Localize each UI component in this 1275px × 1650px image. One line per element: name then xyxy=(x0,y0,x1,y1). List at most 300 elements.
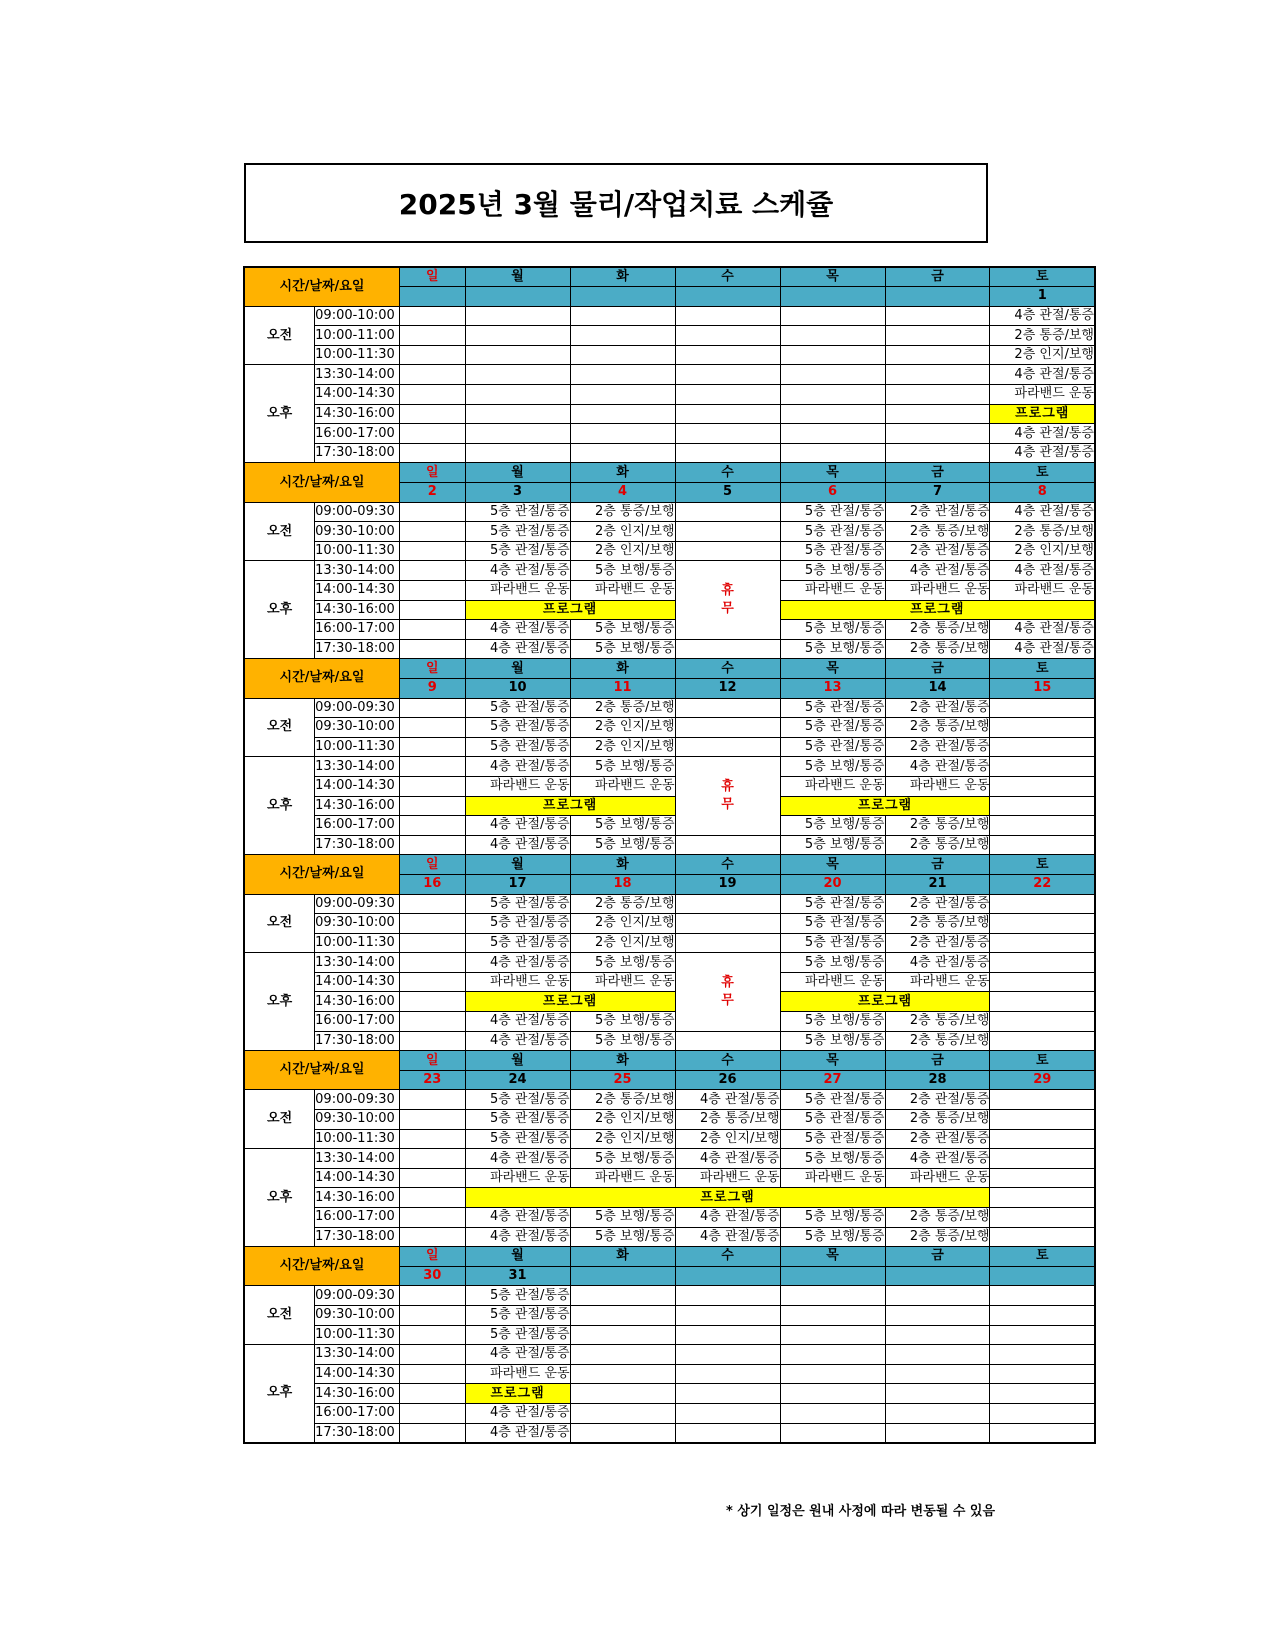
schedule-cell xyxy=(885,306,990,326)
time-slot: 16:00-17:00 xyxy=(315,1403,400,1423)
schedule-cell xyxy=(990,1325,1095,1345)
header-label: 시간/날짜/요일 xyxy=(244,855,399,894)
time-slot: 16:00-17:00 xyxy=(315,620,400,640)
weekday-cell: 토 xyxy=(990,463,1095,483)
schedule-row xyxy=(244,1364,1095,1384)
schedule-cell xyxy=(675,443,780,463)
schedule-cell xyxy=(399,1012,465,1032)
schedule-cell xyxy=(990,1423,1095,1443)
schedule-cell xyxy=(990,1227,1095,1247)
schedule-cell: 4층 관절/통증 xyxy=(990,639,1095,659)
header-label: 시간/날짜/요일 xyxy=(244,659,399,698)
schedule-cell: 4층 관절/통증 xyxy=(465,639,570,659)
schedule-cell: 5층 관절/통증 xyxy=(780,541,885,561)
time-slot: 10:00-11:30 xyxy=(315,1325,400,1345)
schedule-cell: 2층 인지/보행 xyxy=(570,737,675,757)
schedule-cell: 2층 관절/통증 xyxy=(885,1090,990,1110)
schedule-cell xyxy=(780,424,885,444)
time-slot: 14:30-16:00 xyxy=(315,404,400,424)
date-cell: 7 xyxy=(885,483,990,503)
schedule-cell xyxy=(399,776,465,796)
time-slot: 14:00-14:30 xyxy=(315,1364,400,1384)
schedule-cell: 2층 통증/보행 xyxy=(885,1031,990,1051)
schedule-cell xyxy=(465,326,570,346)
schedule-cell: 5층 보행/통증 xyxy=(570,1012,675,1032)
schedule-row xyxy=(244,1227,1095,1247)
weekday-cell: 목 xyxy=(780,855,885,875)
program-cell: 프로그램 xyxy=(780,600,1095,620)
weekday-cell: 목 xyxy=(780,267,885,287)
date-cell: 10 xyxy=(465,678,570,698)
weekday-cell: 목 xyxy=(780,463,885,483)
schedule-cell: 4층 관절/통증 xyxy=(465,561,570,581)
time-slot: 09:00-09:30 xyxy=(315,698,400,718)
schedule-cell: 2층 관절/통증 xyxy=(885,1129,990,1149)
time-slot: 17:30-18:00 xyxy=(315,1031,400,1051)
schedule-row xyxy=(244,1305,1095,1325)
time-slot: 09:00-09:30 xyxy=(315,1286,400,1306)
schedule-cell: 5층 보행/통증 xyxy=(570,639,675,659)
schedule-cell xyxy=(675,345,780,365)
schedule-cell: 5층 관절/통증 xyxy=(780,1129,885,1149)
time-slot: 09:30-10:00 xyxy=(315,1110,400,1130)
schedule-cell: 2층 통증/보행 xyxy=(570,894,675,914)
schedule-cell xyxy=(399,1188,465,1208)
schedule-cell xyxy=(885,365,990,385)
schedule-cell xyxy=(990,757,1095,777)
schedule-cell: 2층 관절/통증 xyxy=(885,737,990,757)
weekday-cell: 수 xyxy=(675,267,780,287)
weekday-cell: 일 xyxy=(399,1051,465,1071)
schedule-cell xyxy=(780,1384,885,1404)
schedule-cell: 2층 인지/보행 xyxy=(570,718,675,738)
schedule-cell xyxy=(990,1384,1095,1404)
date-cell: 28 xyxy=(885,1070,990,1090)
weekday-cell: 화 xyxy=(570,659,675,679)
schedule-cell: 4층 관절/통증 xyxy=(465,1403,570,1423)
schedule-cell: 2층 통증/보행 xyxy=(885,718,990,738)
schedule-cell xyxy=(399,1305,465,1325)
schedule-cell xyxy=(399,933,465,953)
date-cell: 20 xyxy=(780,874,885,894)
schedule-cell: 5층 보행/통증 xyxy=(570,1208,675,1228)
program-cell: 프로그램 xyxy=(465,600,675,620)
schedule-row xyxy=(244,972,1095,992)
schedule-cell: 파라밴드 운동 xyxy=(465,1364,570,1384)
schedule-cell xyxy=(780,443,885,463)
time-slot: 14:00-14:30 xyxy=(315,972,400,992)
program-cell: 프로그램 xyxy=(465,796,675,816)
schedule-cell xyxy=(399,541,465,561)
time-slot: 13:30-14:00 xyxy=(315,365,400,385)
time-slot: 10:00-11:30 xyxy=(315,737,400,757)
schedule-cell xyxy=(399,443,465,463)
schedule-cell xyxy=(399,620,465,640)
schedule-cell: 5층 관절/통증 xyxy=(780,933,885,953)
time-slot: 13:30-14:00 xyxy=(315,953,400,973)
schedule-cell xyxy=(675,1305,780,1325)
weekday-cell: 목 xyxy=(780,659,885,679)
date-cell: 11 xyxy=(570,678,675,698)
schedule-cell: 4층 관절/통증 xyxy=(885,757,990,777)
schedule-row xyxy=(244,1423,1095,1443)
schedule-row xyxy=(244,737,1095,757)
schedule-cell xyxy=(990,972,1095,992)
schedule-cell xyxy=(675,424,780,444)
schedule-cell xyxy=(570,1345,675,1365)
schedule-cell xyxy=(885,1305,990,1325)
schedule-cell xyxy=(780,1345,885,1365)
schedule-row xyxy=(244,796,1095,816)
schedule-cell xyxy=(990,1364,1095,1384)
schedule-cell xyxy=(570,326,675,346)
schedule-cell: 4층 관절/통증 xyxy=(990,443,1095,463)
schedule-cell: 파라밴드 운동 xyxy=(990,385,1095,405)
schedule-cell: 파라밴드 운동 xyxy=(570,1168,675,1188)
time-slot: 09:00-09:30 xyxy=(315,1090,400,1110)
schedule-cell xyxy=(990,718,1095,738)
schedule-row xyxy=(244,835,1095,855)
schedule-cell xyxy=(885,1403,990,1423)
schedule-row xyxy=(244,306,1095,326)
date-cell: 5 xyxy=(675,483,780,503)
weekday-cell: 수 xyxy=(675,659,780,679)
header-label: 시간/날짜/요일 xyxy=(244,1247,399,1286)
schedule-cell xyxy=(675,541,780,561)
schedule-cell xyxy=(675,737,780,757)
schedule-cell xyxy=(990,1188,1095,1208)
schedule-cell xyxy=(399,1286,465,1306)
time-slot: 17:30-18:00 xyxy=(315,1227,400,1247)
schedule-cell: 5층 보행/통증 xyxy=(780,1031,885,1051)
date-cell xyxy=(885,1266,990,1286)
schedule-cell xyxy=(675,326,780,346)
schedule-cell: 2층 관절/통증 xyxy=(885,698,990,718)
weekday-cell: 화 xyxy=(570,1051,675,1071)
schedule-row xyxy=(244,345,1095,365)
schedule-row xyxy=(244,1031,1095,1051)
schedule-cell xyxy=(990,1149,1095,1169)
schedule-cell: 2층 통증/보행 xyxy=(675,1110,780,1130)
schedule-cell: 파라밴드 운동 xyxy=(570,776,675,796)
time-slot: 10:00-11:30 xyxy=(315,345,400,365)
date-cell: 15 xyxy=(990,678,1095,698)
schedule-cell: 2층 관절/통증 xyxy=(885,541,990,561)
schedule-cell: 4층 관절/통증 xyxy=(885,561,990,581)
schedule-cell xyxy=(675,365,780,385)
schedule-cell xyxy=(990,992,1095,1012)
weekday-cell: 금 xyxy=(885,855,990,875)
schedule-cell xyxy=(675,385,780,405)
schedule-cell xyxy=(990,698,1095,718)
weekday-cell: 목 xyxy=(780,1051,885,1071)
schedule-cell xyxy=(990,1129,1095,1149)
schedule-cell xyxy=(399,972,465,992)
weekday-cell: 일 xyxy=(399,1247,465,1267)
schedule-cell: 2층 통증/보행 xyxy=(885,914,990,934)
time-slot: 09:30-10:00 xyxy=(315,718,400,738)
date-cell: 24 xyxy=(465,1070,570,1090)
schedule-cell xyxy=(990,914,1095,934)
schedule-cell: 2층 인지/보행 xyxy=(570,1129,675,1149)
time-slot: 09:00-09:30 xyxy=(315,894,400,914)
holiday-cell xyxy=(675,953,780,1031)
schedule-cell xyxy=(399,835,465,855)
schedule-cell xyxy=(399,1364,465,1384)
time-slot: 14:30-16:00 xyxy=(315,1384,400,1404)
schedule-row xyxy=(244,1345,1095,1365)
schedule-row xyxy=(244,1090,1095,1110)
schedule-cell xyxy=(780,404,885,424)
schedule-cell: 파라밴드 운동 xyxy=(465,1168,570,1188)
date-cell: 3 xyxy=(465,483,570,503)
schedule-cell: 파라밴드 운동 xyxy=(885,776,990,796)
date-cell xyxy=(675,287,780,307)
schedule-row xyxy=(244,1110,1095,1130)
schedule-cell: 5층 보행/통증 xyxy=(780,620,885,640)
date-cell: 21 xyxy=(885,874,990,894)
schedule-cell xyxy=(465,345,570,365)
schedule-table xyxy=(243,266,1096,1444)
schedule-cell xyxy=(399,698,465,718)
holiday-char: 휴 xyxy=(721,974,734,990)
schedule-cell xyxy=(399,1090,465,1110)
schedule-cell: 4층 관절/통증 xyxy=(465,835,570,855)
schedule-cell: 4층 관절/통증 xyxy=(465,1423,570,1443)
schedule-cell: 파라밴드 운동 xyxy=(570,972,675,992)
weekday-header-row xyxy=(244,659,1095,679)
schedule-cell xyxy=(885,385,990,405)
schedule-row xyxy=(244,1129,1095,1149)
schedule-row xyxy=(244,443,1095,463)
schedule-cell xyxy=(675,698,780,718)
schedule-cell xyxy=(675,914,780,934)
schedule-cell: 2층 인지/보행 xyxy=(990,345,1095,365)
schedule-cell xyxy=(570,443,675,463)
schedule-cell xyxy=(780,1286,885,1306)
date-cell xyxy=(570,287,675,307)
date-cell: 19 xyxy=(675,874,780,894)
time-slot: 14:00-14:30 xyxy=(315,385,400,405)
schedule-cell: 2층 통증/보행 xyxy=(885,1110,990,1130)
date-cell: 12 xyxy=(675,678,780,698)
schedule-row xyxy=(244,1012,1095,1032)
weekday-cell: 토 xyxy=(990,267,1095,287)
time-slot: 14:30-16:00 xyxy=(315,600,400,620)
schedule-cell xyxy=(990,796,1095,816)
schedule-cell xyxy=(990,1286,1095,1306)
schedule-cell xyxy=(675,1286,780,1306)
holiday-cell xyxy=(675,561,780,639)
schedule-cell: 5층 보행/통증 xyxy=(780,1012,885,1032)
weekday-cell: 금 xyxy=(885,463,990,483)
schedule-cell xyxy=(885,1423,990,1443)
time-slot: 10:00-11:30 xyxy=(315,933,400,953)
schedule-cell: 5층 보행/통증 xyxy=(570,816,675,836)
schedule-cell xyxy=(399,1031,465,1051)
schedule-cell: 4층 관절/통증 xyxy=(885,1149,990,1169)
schedule-cell: 2층 통증/보행 xyxy=(570,698,675,718)
weekday-cell: 일 xyxy=(399,855,465,875)
schedule-cell xyxy=(675,1384,780,1404)
weekday-cell: 화 xyxy=(570,267,675,287)
schedule-cell: 5층 보행/통증 xyxy=(570,1149,675,1169)
schedule-cell xyxy=(399,914,465,934)
date-cell: 9 xyxy=(399,678,465,698)
schedule-cell xyxy=(399,345,465,365)
schedule-cell xyxy=(990,1168,1095,1188)
date-cell: 13 xyxy=(780,678,885,698)
schedule-cell xyxy=(990,1305,1095,1325)
schedule-cell xyxy=(675,1345,780,1365)
schedule-cell xyxy=(675,933,780,953)
time-slot: 09:30-10:00 xyxy=(315,1305,400,1325)
schedule-cell: 4층 관절/통증 xyxy=(465,620,570,640)
schedule-cell: 5층 보행/통증 xyxy=(780,953,885,973)
schedule-cell: 5층 보행/통증 xyxy=(780,1149,885,1169)
schedule-cell: 5층 관절/통증 xyxy=(465,502,570,522)
schedule-cell xyxy=(399,894,465,914)
schedule-cell xyxy=(675,639,780,659)
schedule-cell: 파라밴드 운동 xyxy=(885,972,990,992)
schedule-cell: 2층 통증/보행 xyxy=(990,326,1095,346)
time-slot: 10:00-11:30 xyxy=(315,541,400,561)
date-cell: 27 xyxy=(780,1070,885,1090)
schedule-cell: 5층 보행/통증 xyxy=(570,757,675,777)
date-cell xyxy=(990,1266,1095,1286)
weekday-cell: 화 xyxy=(570,1247,675,1267)
weekday-header-row xyxy=(244,267,1095,287)
schedule-cell: 파라밴드 운동 xyxy=(885,1168,990,1188)
date-cell: 14 xyxy=(885,678,990,698)
date-cell: 18 xyxy=(570,874,675,894)
time-slot: 09:00-09:30 xyxy=(315,502,400,522)
schedule-cell: 5층 관절/통증 xyxy=(780,894,885,914)
schedule-cell xyxy=(780,1325,885,1345)
schedule-cell: 2층 인지/보행 xyxy=(990,541,1095,561)
schedule-cell: 4층 관절/통증 xyxy=(990,424,1095,444)
schedule-row xyxy=(244,1286,1095,1306)
schedule-cell: 2층 관절/통증 xyxy=(885,933,990,953)
schedule-cell: 파라밴드 운동 xyxy=(465,776,570,796)
schedule-cell xyxy=(780,385,885,405)
schedule-row xyxy=(244,502,1095,522)
schedule-cell: 4층 관절/통증 xyxy=(675,1208,780,1228)
schedule-cell xyxy=(465,424,570,444)
schedule-cell xyxy=(885,345,990,365)
time-slot: 16:00-17:00 xyxy=(315,816,400,836)
time-slot: 17:30-18:00 xyxy=(315,1423,400,1443)
schedule-cell: 2층 통증/보행 xyxy=(885,1208,990,1228)
schedule-cell xyxy=(399,1423,465,1443)
schedule-row xyxy=(244,326,1095,346)
schedule-cell: 5층 관절/통증 xyxy=(465,541,570,561)
page-title: 2025년 3월 물리/작업치료 스케쥴 xyxy=(244,163,988,243)
schedule-cell: 5층 보행/통증 xyxy=(780,561,885,581)
schedule-cell xyxy=(990,1012,1095,1032)
date-cell: 17 xyxy=(465,874,570,894)
header-label: 시간/날짜/요일 xyxy=(244,463,399,502)
pm-label: 오후 xyxy=(244,1345,315,1443)
weekday-header-row xyxy=(244,1247,1095,1267)
schedule-cell xyxy=(570,1403,675,1423)
weekday-cell: 월 xyxy=(465,463,570,483)
time-slot: 17:30-18:00 xyxy=(315,639,400,659)
schedule-cell: 4층 관절/통증 xyxy=(465,1012,570,1032)
schedule-row xyxy=(244,385,1095,405)
schedule-cell: 5층 관절/통증 xyxy=(465,933,570,953)
schedule-cell xyxy=(465,443,570,463)
schedule-row xyxy=(244,1149,1095,1169)
schedule-cell: 4층 관절/통증 xyxy=(990,365,1095,385)
schedule-row xyxy=(244,1325,1095,1345)
schedule-cell: 2층 인지/보행 xyxy=(570,541,675,561)
schedule-cell xyxy=(990,816,1095,836)
schedule-cell xyxy=(570,1305,675,1325)
schedule-cell: 5층 관절/통증 xyxy=(780,737,885,757)
schedule-cell xyxy=(990,737,1095,757)
schedule-cell: 2층 관절/통증 xyxy=(885,894,990,914)
schedule-cell xyxy=(990,894,1095,914)
schedule-cell xyxy=(675,1364,780,1384)
time-slot: 14:30-16:00 xyxy=(315,796,400,816)
date-cell: 16 xyxy=(399,874,465,894)
weekday-cell: 화 xyxy=(570,463,675,483)
schedule-cell: 2층 통증/보행 xyxy=(990,522,1095,542)
schedule-row xyxy=(244,639,1095,659)
schedule-cell xyxy=(570,345,675,365)
date-cell: 25 xyxy=(570,1070,675,1090)
schedule-cell: 2층 관절/통증 xyxy=(885,502,990,522)
weekday-cell: 일 xyxy=(399,659,465,679)
schedule-cell: 2층 인지/보행 xyxy=(570,914,675,934)
weekday-header-row xyxy=(244,855,1095,875)
schedule-cell xyxy=(399,1227,465,1247)
program-cell: 프로그램 xyxy=(465,992,675,1012)
schedule-cell: 파라밴드 운동 xyxy=(990,581,1095,601)
schedule-cell xyxy=(990,1403,1095,1423)
schedule-cell xyxy=(675,522,780,542)
weekday-cell: 수 xyxy=(675,855,780,875)
schedule-cell: 5층 관절/통증 xyxy=(465,1325,570,1345)
schedule-cell: 5층 보행/통증 xyxy=(780,639,885,659)
schedule-cell: 4층 관절/통증 xyxy=(990,306,1095,326)
schedule-row xyxy=(244,404,1095,424)
time-slot: 14:30-16:00 xyxy=(315,992,400,1012)
date-cell xyxy=(465,287,570,307)
date-cell: 22 xyxy=(990,874,1095,894)
holiday-cell xyxy=(675,757,780,835)
schedule-cell xyxy=(399,404,465,424)
schedule-cell: 5층 보행/통증 xyxy=(570,1227,675,1247)
schedule-cell xyxy=(675,502,780,522)
schedule-cell: 파라밴드 운동 xyxy=(780,776,885,796)
schedule-cell: 파라밴드 운동 xyxy=(675,1168,780,1188)
schedule-cell xyxy=(990,835,1095,855)
date-cell: 31 xyxy=(465,1266,570,1286)
schedule-cell: 5층 보행/통증 xyxy=(780,816,885,836)
schedule-cell: 4층 관절/통증 xyxy=(465,1149,570,1169)
weekday-cell: 토 xyxy=(990,659,1095,679)
schedule-cell: 4층 관절/통증 xyxy=(990,561,1095,581)
schedule-row xyxy=(244,933,1095,953)
schedule-row xyxy=(244,581,1095,601)
schedule-cell xyxy=(885,1325,990,1345)
schedule-cell xyxy=(399,1403,465,1423)
schedule-cell: 4층 관절/통증 xyxy=(465,1208,570,1228)
date-cell: 30 xyxy=(399,1266,465,1286)
time-slot: 09:30-10:00 xyxy=(315,914,400,934)
